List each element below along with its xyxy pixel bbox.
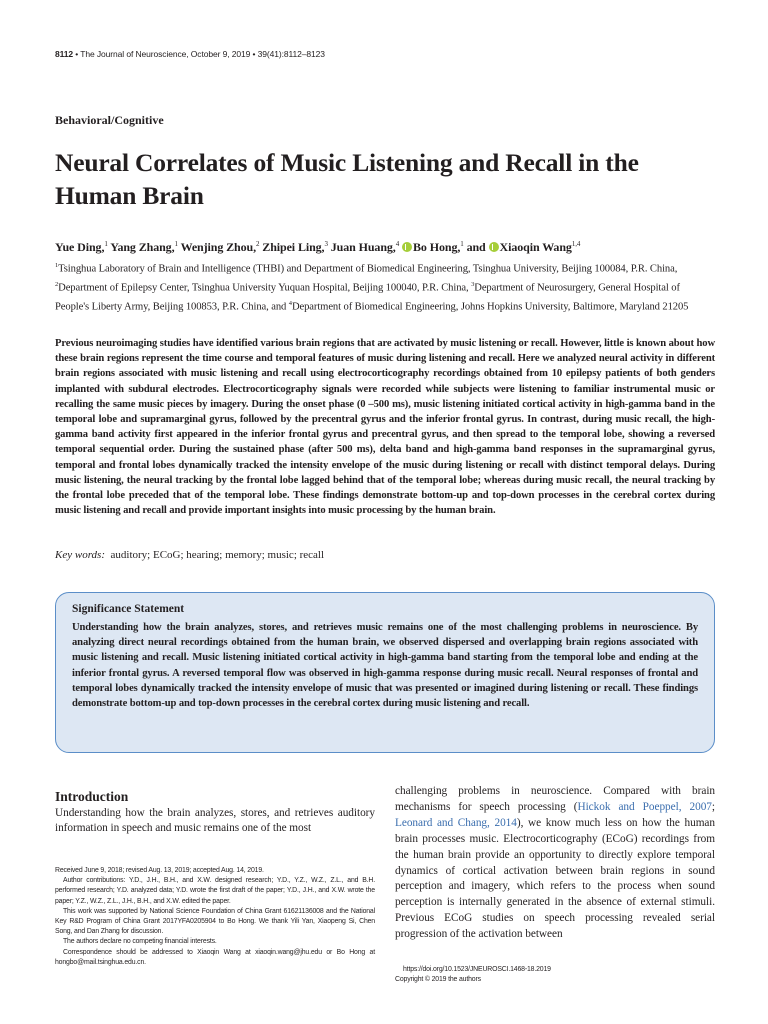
author-list [55,240,580,255]
keywords-label: Key words: [55,549,106,561]
orcid-icon[interactable] [489,242,499,252]
article-title: Neural Correlates of Music Listening and Recall in the Human Brain [55,148,639,210]
orcid-icon[interactable] [402,242,412,252]
introduction-right-column [395,784,715,943]
author-contributions: Author contributions: Y.D., J.H., B.H., and X.W. designed research; Y.D., Y.Z., W.Z., Z.L., and B.H. performed research; Y.D. analyzed data; Y.D. wrote the first draft of the paper; Y.D., J.H., and X.W. wrote the paper; Y.Z., W.Z., Z.L., J.H., B.H., and X.W. edited the paper. [55,877,375,905]
significance-text: Understanding how the brain analyzes, stores, and retrieves music remains one of the most challenging problems in neuroscience. By analyzing direct neural recordings obtained from the human brain, we observed dispersed and overlapping brain regions associated with music listening and recall. Music listening initiated cortical activity in high-gamma band starting from the temporal lobe and ending at the inferior frontal gyrus. A reversed temporal flow was observed in high-gamma response during music recall. Neural responses of frontal and temporal lobes dynamically tracked the intensity envelope of music that was presented or imagined during listening or recall. These findings demonstrate bottom-up and top-down processes in the cerebral cortex during music listening and recall. [72,622,698,710]
correspondence: Correspondence should be addressed to Xiaoqin Wang at xiaoqin.wang@jhu.edu or Bo Hong at hongbo@mail.tsinghua.edu.cn. [55,948,375,966]
author-name[interactable]: Juan Huang, [330,240,396,254]
affiliation-2: Department of Epilepsy Center, Tsinghua University Yuquan Hospital, Beijing 100040, P.R. China, [58,282,469,294]
affiliation-sup: 1 [55,262,59,269]
funding-note: This work was supported by National Science Foundation of China Grant 61621136008 and the National Key R&D Program of China Grant 2017YFA0205904 to Bo Hong. We thank Yili Yan, Xiaopeng Si, Chen Song, and Dan Zhang for discussion. [55,907,375,936]
author-name[interactable]: Bo Hong, [413,240,461,254]
section-label: Behavioral/Cognitive [55,113,164,127]
author-affiliation-sup: 1 [174,240,178,248]
doi-block [395,965,715,985]
affiliation-1: Tsinghua Laboratory of Brain and Intelligence (THBI) and Department of Biomedical Engineering, Tsinghua University, Beijing 100084, P.R. China, [58,263,678,275]
author-affiliation-sup: 4 [395,240,400,248]
affiliation-3: Department of Neurosurgery, General Hospital of People's Liberty Army, Beijing 100853, P.R. China, and [55,282,680,313]
affiliation-4: Department of Biomedical Engineering, Johns Hopkins University, Baltimore, Maryland 21205 [291,301,689,313]
keywords-text: auditory; ECoG; hearing; memory; music; recall [110,549,325,561]
author-affiliation-sup: 1 [104,240,108,248]
intro-text: challenging problems in neuroscience. Compared with brain mechanisms for speech processing ( [395,785,715,813]
author-name[interactable]: Xiaoqin Wang [499,240,572,254]
keywords [55,549,324,561]
author-name[interactable]: Yang Zhang, [110,240,175,254]
authors-conjunction: and [466,240,486,254]
received-dates: Received June 9, 2018; revised Aug. 13, 2019; accepted Aug. 14, 2019. [55,867,264,874]
journal-citation: • The Journal of Neuroscience, October 9, 2019 • 39(41):8112–8123 [73,49,325,59]
citation-link[interactable]: Leonard and Chang, 2014 [395,816,517,829]
citation-link[interactable]: Hickok and Poeppel, 2007 [577,800,712,813]
intro-text: ; [711,800,715,813]
author-affiliation-sup: 2 [255,240,260,248]
affiliation-sup: 3 [471,281,475,289]
author-name[interactable]: Yue Ding, [55,240,105,254]
abstract: Previous neuroimaging studies have identified various brain regions that are activated by music listening or recall. However, little is known about how these brain regions represent the time course and temporal features of music during listening and recall. Here we analyzed neural activity in different brain regions associated with music listening and recall using electrocorticography recordings obtained from 10 epilepsy patients of both genders implanted with subdural electrodes. Electrocorticography signals were recorded while subjects were listening to familiar instrumental music or recalling the same music pieces by imagery. During the onset phase (0 –500 ms), music listening initiated cortical activity in high-gamma band in the temporal lobe and supramarginal gyrus, followed by the precentral gyrus and the inferior frontal gyrus. In contrast, during music recall, the high-gamma band activity first appeared in the inferior frontal gyrus and precentral gyrus, and then spread to the temporal lobe, showing a reversed temporal sequential order. During the sustained phase (after 500 ms), delta band and high-gamma band responses in the supramarginal gyrus, temporal and frontal lobes dynamically tracked the intensity envelope of the music during listening or recall with distinct temporal delays. During music listening, the neural tracking by the frontal lobe lagged behind that of the temporal lobe; whereas during music recall, the neural tracking by the frontal lobe preceded that of the temporal lobe. These findings demonstrate bottom-up and top-down processes in the cerebral cortex during music listening and recall and provide important insights into music processing by the human brain. [55,338,715,517]
author-name[interactable]: Wenjing Zhou, [180,240,256,254]
intro-text: ), we know much less on how the human brain processes music. Electrocorticography (ECoG) recordings from the human brain provide an opportunity to directly explore temporal dynamics of cortical activation between brain regions in sound perception and imagery, which refers to the process when sound perception is internally generated in the absence of external stimuli. Previous ECoG studies on speech processing revealed serial progression of the activation between [395,816,715,941]
copyright: Copyright © 2019 the authors [395,976,481,984]
introduction-left-column: Understanding how the brain analyzes, stores, and retrieves auditory information in speech and music remains one of the most [55,807,375,835]
doi-link[interactable]: https://doi.org/10.1523/JNEUROSCI.1468-18.2019 [403,966,551,973]
author-name[interactable]: Zhipei Ling, [262,240,325,254]
significance-statement-box [55,592,715,753]
author-affiliation-sup: 1 [460,240,464,248]
running-head [55,49,325,59]
affiliation-sup: 4 [288,300,292,308]
author-affiliation-sup: 1,4 [571,240,581,248]
competing-interests: The authors declare no competing financial interests. [63,938,217,946]
footnotes [55,866,375,968]
introduction-heading: Introduction [55,789,129,804]
significance-title: Significance Statement [72,603,185,615]
affiliation-sup: 2 [55,281,59,289]
affiliations [55,258,715,315]
page-number: 8112 [55,49,74,59]
author-affiliation-sup: 3 [324,240,328,248]
